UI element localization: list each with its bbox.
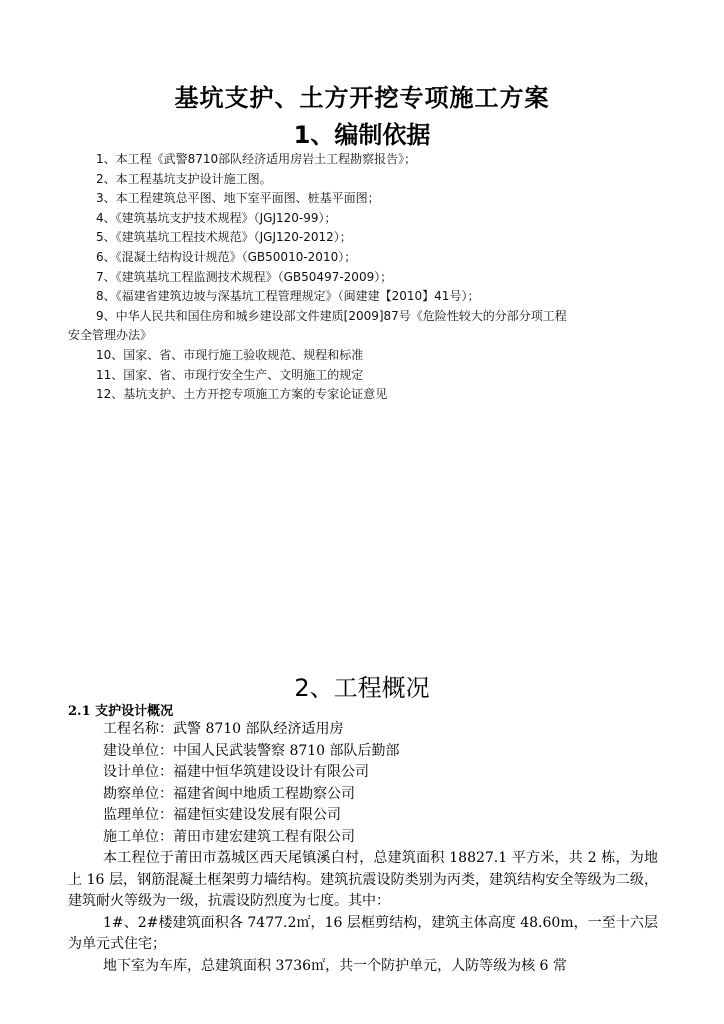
paragraph-location: 本工程位于莆田市荔城区西天尾镇溪白村，总建筑面积 18827.1 平方米，共 2 栋，为地上 16 层，钢筋混凝土框架剪力墙结构。建筑抗震设防类别为丙类，建筑结构安全等级为二级，建筑耐火等级为一级，抗震设防烈度为七度。其中： (68, 850, 658, 909)
project-overview (68, 719, 658, 977)
construction-unit: 施工单位：莆田市建宏建筑工程有限公司 (103, 828, 355, 845)
list-item: 2、本工程基坑支护设计施工图。 (96, 171, 272, 186)
document-title: 基坑支护、土方开挖专项施工方案 (174, 84, 550, 112)
paragraph-buildings: 1#、2#楼建筑面积各 7477.2㎡，16 层框剪结构，建筑主体高度 48.60m，一至十六层为单元式住宅； (68, 914, 658, 952)
project-name: 工程名称：武警 8710 部队经济适用房 (103, 721, 344, 737)
survey-unit: 勘察单位：福建省闽中地质工程勘察公司 (103, 785, 355, 802)
basis-list (68, 150, 668, 405)
section-heading-overview: 2、工程概况 (294, 674, 430, 702)
list-item-continuation: 安全管理办法》 (68, 328, 153, 343)
list-item: 9、中华人民共和国住房和城乡建设部文件建质[2009]87号《危险性较大的分部分项工程 (96, 308, 567, 323)
list-item: 12、基坑支护、土方开挖专项施工方案的专家论证意见 (96, 387, 388, 402)
supervision-unit: 监理单位：福建恒实建设发展有限公司 (103, 807, 341, 823)
list-item: 1、本工程《武警8710部队经济适用房岩土工程勘察报告》； (96, 152, 417, 166)
subsection-heading: 2.1 支护设计概况 (68, 704, 174, 719)
section-heading-basis: 1、编制依据 (293, 121, 431, 149)
paragraph-basement: 地下室为车库，总建筑面积 3736㎡，共一个防护单元，人防等级为核 6 常 (103, 957, 567, 974)
list-item: 7、《建筑基坑工程监测技术规程》（GB50497-2009）； (96, 269, 393, 284)
list-item: 8、《福建省建筑边坡与深基坑工程管理规定》（闽建建【2010】41号）； (96, 289, 480, 304)
list-item: 6、《混凝土结构设计规范》（GB50010-2010）； (96, 249, 357, 264)
list-item: 3、本工程建筑总平图、地下室平面图、桩基平面图； (96, 191, 380, 206)
list-item: 11、国家、省、市现行安全生产、文明施工的规定 (96, 367, 364, 382)
client-unit: 建设单位：中国人民武装警察 8710 部队后勤部 (103, 742, 400, 759)
list-item: 5、《建筑基坑工程技术规范》（JGJ120-2012）； (96, 230, 352, 245)
list-item: 10、国家、省、市现行施工验收规范、规程和标准 (96, 347, 364, 362)
list-item: 4、《建筑基坑支护技术规程》（JGJ120-99）； (96, 210, 337, 225)
design-unit: 设计单位：福建中恒华筑建设设计有限公司 (103, 764, 369, 780)
